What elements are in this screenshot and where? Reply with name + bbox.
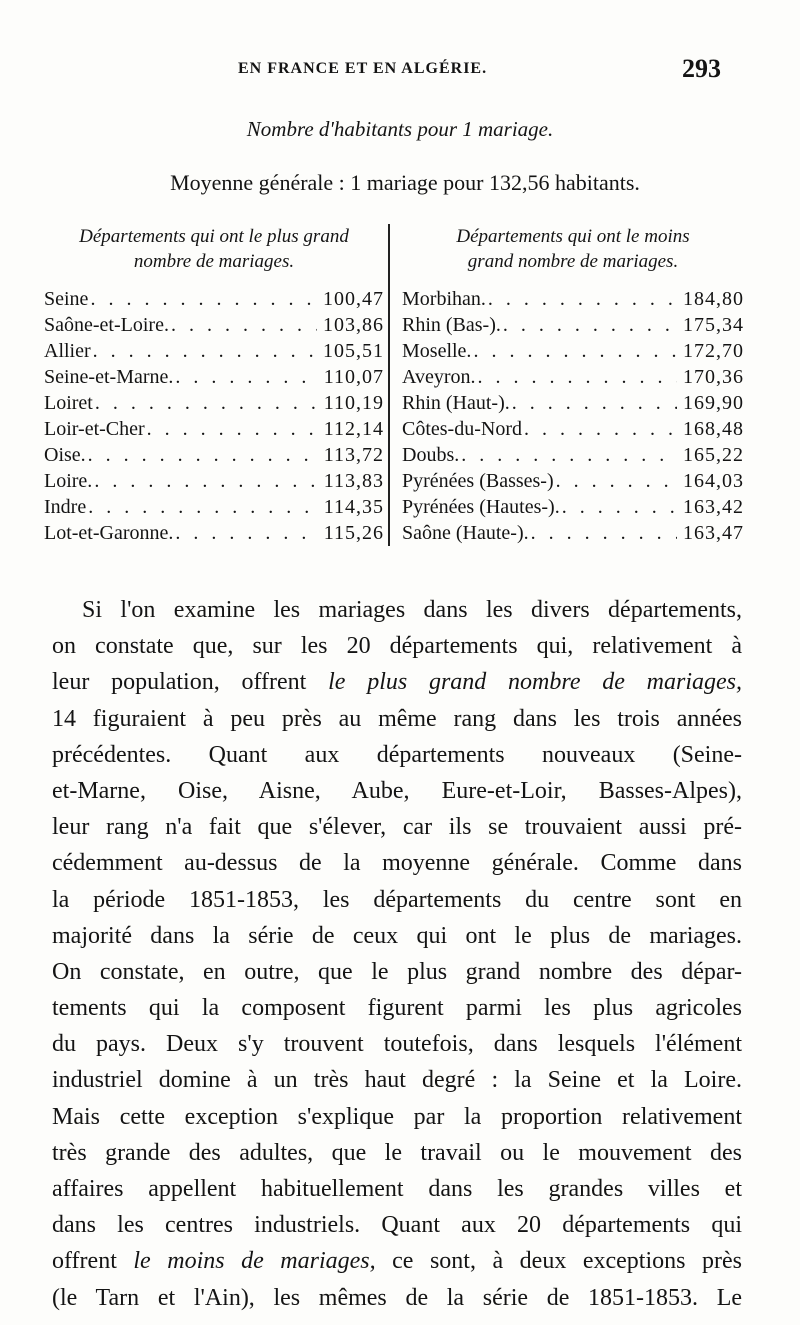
department-name: Saône (Haute-). bbox=[402, 522, 529, 544]
department-name: Seine-et-Marne. bbox=[44, 366, 174, 388]
body-line: Si l'on examine les mariages dans les divers départements, bbox=[82, 597, 742, 623]
body-line: cédemment au-dessus de la moyenne générale. Comme dans bbox=[52, 850, 742, 877]
body-line: industriel domine à un très haut degré : la Seine et la Loire. bbox=[52, 1067, 742, 1094]
inhabitants-per-marriage: 105,51 bbox=[323, 340, 384, 362]
body-line: la période 1851-1853, les départements du centre sont en bbox=[52, 886, 742, 913]
right-row bbox=[402, 468, 744, 494]
body-line bbox=[52, 1243, 742, 1279]
dot-leader bbox=[169, 312, 317, 338]
right-row bbox=[402, 390, 744, 416]
departments-table bbox=[44, 224, 744, 549]
inhabitants-per-marriage: 163,47 bbox=[683, 522, 744, 544]
body-line: 14 figuraient à peu près au même rang dans les trois années bbox=[52, 705, 742, 732]
most-marriages-rows bbox=[44, 286, 384, 546]
department-name: Aveyron. bbox=[402, 366, 476, 388]
body-line: (le Tarn et l'Ain), les mêmes de la série de 1851-1853. Le bbox=[52, 1284, 742, 1311]
body-line: précédentes. Quant aux départements nouveaux (Seine- bbox=[52, 741, 742, 768]
inhabitants-per-marriage: 115,26 bbox=[323, 522, 384, 544]
department-name: Seine bbox=[44, 288, 89, 310]
least-marriages-rows bbox=[402, 286, 744, 546]
inhabitants-per-marriage: 110,07 bbox=[323, 366, 384, 388]
inhabitants-per-marriage: 163,42 bbox=[683, 496, 744, 518]
most-marriages-heading-line1: Départements qui ont le plus grand bbox=[79, 226, 349, 247]
department-name: Pyrénées (Hautes-). bbox=[402, 496, 560, 518]
dot-leader bbox=[476, 364, 678, 390]
dot-leader bbox=[486, 286, 677, 312]
dot-leader bbox=[522, 416, 677, 442]
left-row bbox=[44, 312, 384, 338]
body-line: affaires appellent habituellement dans les grandes villes et bbox=[52, 1176, 742, 1202]
inhabitants-per-marriage: 168,48 bbox=[683, 418, 744, 440]
most-marriages-column bbox=[44, 224, 384, 549]
right-row bbox=[402, 286, 744, 312]
left-row bbox=[44, 520, 384, 546]
dot-leader bbox=[510, 390, 677, 416]
inhabitants-per-marriage: 170,36 bbox=[683, 366, 744, 388]
dot-leader bbox=[459, 442, 677, 468]
least-marriages-heading-line2: grand nombre de mariages. bbox=[467, 251, 679, 272]
dot-leader bbox=[92, 468, 317, 494]
inhabitants-per-marriage: 100,47 bbox=[323, 288, 384, 310]
inhabitants-per-marriage: 165,22 bbox=[683, 444, 744, 466]
dot-leader bbox=[86, 494, 318, 520]
inhabitants-per-marriage: 113,83 bbox=[323, 470, 384, 492]
left-row bbox=[44, 442, 384, 468]
column-divider bbox=[388, 224, 390, 546]
right-row bbox=[402, 416, 744, 442]
italic-phrase: le plus grand nombre de mariages, bbox=[328, 669, 742, 696]
dot-leader bbox=[93, 390, 318, 416]
department-name: Doubs. bbox=[402, 444, 460, 466]
body-line: majorité dans la série de ceux qui ont le plus de mariages. bbox=[52, 922, 742, 949]
department-name: Loiret bbox=[44, 392, 93, 414]
left-row bbox=[44, 286, 384, 312]
inhabitants-per-marriage: 184,80 bbox=[683, 288, 744, 310]
department-name: Morbihan. bbox=[402, 288, 486, 310]
body-line: et-Marne, Oise, Aisne, Aube, Eure-et-Loir, Basses-Alpes), bbox=[52, 777, 742, 804]
body-paragraph bbox=[52, 592, 742, 1316]
department-name: Rhin (Haut-). bbox=[402, 392, 510, 414]
body-line-text: offrent bbox=[52, 1248, 134, 1275]
dot-leader bbox=[554, 468, 677, 494]
inhabitants-per-marriage: 114,35 bbox=[323, 496, 384, 518]
left-row bbox=[44, 364, 384, 390]
inhabitants-per-marriage: 172,70 bbox=[683, 340, 744, 362]
right-row bbox=[402, 364, 744, 390]
dot-leader bbox=[173, 364, 317, 390]
body-line: dans les centres industriels. Quant aux 20 départements qui bbox=[52, 1212, 742, 1239]
page-number: 293 bbox=[682, 54, 721, 83]
department-name: Loire. bbox=[44, 470, 93, 492]
body-line: leur rang n'a fait que s'élever, car ils se trouvaient aussi pré- bbox=[52, 814, 742, 841]
most-marriages-heading bbox=[44, 224, 384, 282]
inhabitants-per-marriage: 164,03 bbox=[683, 470, 744, 492]
dot-leader bbox=[471, 338, 677, 364]
dot-leader bbox=[560, 494, 677, 520]
department-name: Loir-et-Cher bbox=[44, 418, 145, 440]
running-head bbox=[0, 50, 800, 90]
body-line bbox=[52, 664, 742, 700]
least-marriages-heading-line1: Départements qui ont le moins bbox=[456, 226, 690, 247]
left-row bbox=[44, 416, 384, 442]
running-title: EN FRANCE ET EN ALGÉRIE. bbox=[238, 60, 488, 77]
left-row bbox=[44, 494, 384, 520]
body-line-text: ce sont, à deux exceptions près bbox=[375, 1248, 742, 1275]
italic-phrase: le moins de mariages, bbox=[133, 1248, 376, 1275]
left-row bbox=[44, 468, 384, 494]
most-marriages-heading-line2: nombre de mariages. bbox=[133, 251, 295, 272]
body-line: du pays. Deux s'y trouvent toutefois, dans lesquels l'élément bbox=[52, 1031, 742, 1058]
table-title: Nombre d'habitants pour 1 mariage. bbox=[246, 117, 554, 141]
inhabitants-per-marriage: 112,14 bbox=[323, 418, 384, 440]
department-name: Rhin (Bas-). bbox=[402, 314, 501, 336]
left-row bbox=[44, 390, 384, 416]
body-line-text: leur population, offrent bbox=[52, 669, 329, 696]
body-line: tements qui la composent figurent parmi les plus agricoles bbox=[52, 995, 742, 1022]
left-row bbox=[44, 338, 384, 364]
least-marriages-column bbox=[402, 224, 744, 549]
right-row bbox=[402, 442, 744, 468]
dot-leader bbox=[88, 286, 317, 312]
body-line: On constate, en outre, que le plus grand nombre des dépar- bbox=[52, 958, 742, 985]
department-name: Lot-et-Garonne. bbox=[44, 522, 174, 544]
inhabitants-per-marriage: 113,72 bbox=[323, 444, 384, 466]
dot-leader bbox=[91, 338, 317, 364]
dot-leader bbox=[145, 416, 318, 442]
department-name: Oise. bbox=[44, 444, 86, 466]
right-row bbox=[402, 312, 744, 338]
table-subtitle: Moyenne générale : 1 mariage pour 132,56 habitants. bbox=[170, 170, 640, 195]
department-name: Pyrénées (Basses-) bbox=[402, 470, 554, 492]
department-name: Allier bbox=[44, 340, 91, 362]
inhabitants-per-marriage: 175,34 bbox=[683, 314, 744, 336]
department-name: Indre bbox=[44, 496, 87, 518]
department-name: Côtes-du-Nord bbox=[402, 418, 522, 440]
right-row bbox=[402, 494, 744, 520]
department-name: Saône-et-Loire. bbox=[44, 314, 169, 336]
inhabitants-per-marriage: 103,86 bbox=[323, 314, 384, 336]
body-line: on constate que, sur les 20 départements qui, relativement à bbox=[52, 633, 742, 660]
department-name: Moselle. bbox=[402, 340, 472, 362]
least-marriages-heading bbox=[402, 224, 744, 282]
inhabitants-per-marriage: 169,90 bbox=[683, 392, 744, 414]
dot-leader bbox=[86, 442, 318, 468]
right-row bbox=[402, 338, 744, 364]
dot-leader bbox=[501, 312, 677, 338]
body-line: très grande des adultes, que le travail ou le mouvement des bbox=[52, 1139, 742, 1166]
body-line: Mais cette exception s'explique par la proportion relativement bbox=[52, 1103, 742, 1130]
dot-leader bbox=[173, 520, 317, 546]
right-row bbox=[402, 520, 744, 546]
inhabitants-per-marriage: 110,19 bbox=[323, 392, 384, 414]
dot-leader bbox=[529, 520, 677, 546]
